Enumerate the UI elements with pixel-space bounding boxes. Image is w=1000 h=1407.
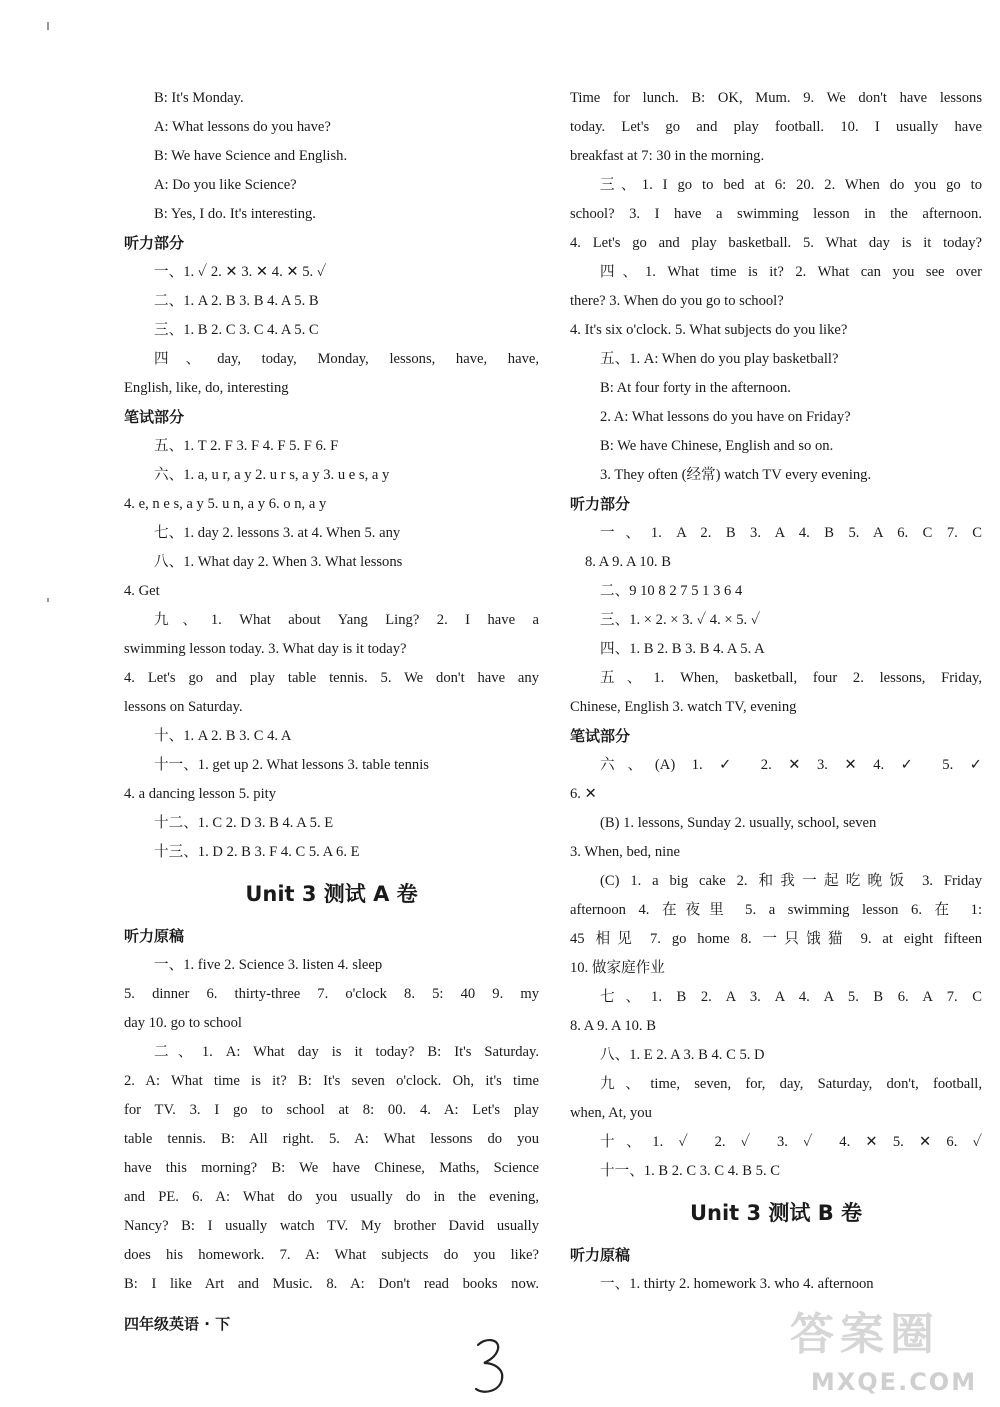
answer-line: B: At four forty in the afternoon. (600, 380, 791, 396)
answer-line: 五、1. When, basketball, four 2. lessons, Friday, (600, 670, 982, 686)
section-heading: 听力原稿 (570, 1246, 631, 1264)
answer-line: have this morning? B: We have Chinese, Maths, Science (124, 1160, 539, 1176)
answer-line: 3. When, bed, nine (570, 844, 680, 860)
answer-line: 三、1. I go to bed at 6: 20. 2. When do you go to (600, 177, 982, 193)
answer-line: B: It's Monday. (154, 90, 244, 106)
answer-line: 3. They often (经常) watch TV every evening. (600, 467, 872, 483)
answer-line: 5. dinner 6. thirty-three 7. o'clock 8. 5: 40 9. my (124, 986, 539, 1002)
section-heading: 听力部分 (124, 234, 185, 252)
answer-line: table tennis. B: All right. 5. A: What lessons do you (124, 1131, 539, 1147)
watermark-text: 答案圈 (790, 1309, 940, 1360)
answer-line: 二、1. A: What day is it today? B: It's Saturday. (154, 1044, 539, 1060)
margin-mark (47, 598, 49, 602)
answer-line: 十一、1. B 2. C 3. C 4. B 5. C (600, 1163, 781, 1179)
answer-line: 一、1. thirty 2. homework 3. who 4. afternoon (600, 1276, 874, 1292)
answer-line: 一、1. ✓ 2. ✕ 3. ✕ 4. ✕ 5. ✓ (154, 264, 327, 280)
answer-line: 十三、1. D 2. B 3. F 4. C 5. A 6. E (154, 844, 360, 860)
answer-line: school? 3. I have a swimming lesson in the afternoon. (570, 206, 982, 222)
answer-line: 四、1. B 2. B 3. B 4. A 5. A (600, 641, 765, 657)
answer-line: and PE. 6. A: What do you usually do in the evening, (124, 1189, 539, 1205)
margin-mark (47, 22, 49, 30)
answer-line: 4. a dancing lesson 5. pity (124, 786, 276, 802)
answer-line: 九、time, seven, for, day, Saturday, don't, football, (600, 1076, 982, 1092)
answer-line: 4. Get (124, 583, 160, 599)
answer-line: 8. A 9. A 10. B (570, 1018, 656, 1034)
answer-line: today. Let's go and play football. 10. I usually have (570, 119, 982, 135)
answer-line: 十一、1. get up 2. What lessons 3. table tennis (154, 757, 429, 773)
answer-line: 2. A: What lessons do you have on Friday? (600, 409, 851, 425)
answer-line: 一、1. A 2. B 3. A 4. B 5. A 6. C 7. C (600, 525, 982, 541)
section-heading: 笔试部分 (570, 727, 631, 745)
answer-line: 一、1. five 2. Science 3. listen 4. sleep (154, 957, 383, 973)
answer-line: (B) 1. lessons, Sunday 2. usually, school, seven (600, 815, 877, 831)
answer-line: 10. 做家庭作业 (570, 960, 665, 976)
answer-line: does his homework. 7. A: What subjects do you like? (124, 1247, 539, 1263)
answer-line: breakfast at 7: 30 in the morning. (570, 148, 765, 164)
answer-line: there? 3. When do you go to school? (570, 293, 784, 309)
answer-line: 4. Let's go and play basketball. 5. What day is it today? (570, 235, 982, 251)
answer-line: (C) 1. a big cake 2. 和我一起吃晚饭 3. Friday (600, 873, 982, 889)
answer-line: 8. A 9. A 10. B (585, 554, 671, 570)
answer-line: 2. A: What time is it? B: It's seven o'clock. Oh, it's time (124, 1073, 539, 1089)
answer-line: English, like, do, interesting (124, 380, 289, 396)
answer-line: 五、1. T 2. F 3. F 4. F 5. F 6. F (154, 438, 339, 454)
answer-line: 七、1. day 2. lessons 3. at 4. When 5. any (154, 525, 401, 541)
handwritten-page-number (470, 1335, 510, 1397)
answer-line: B: We have Chinese, English and so on. (600, 438, 834, 454)
answer-line: Chinese, English 3. watch TV, evening (570, 699, 797, 715)
answer-line: 十二、1. C 2. D 3. B 4. A 5. E (154, 815, 334, 831)
answer-line: afternoon 4. 在夜里 5. a swimming lesson 6. 在 1: (570, 902, 982, 918)
answer-line: Nancy? B: I usually watch TV. My brother David usually (124, 1218, 539, 1234)
answer-line: 4. It's six o'clock. 5. What subjects do you like? (570, 322, 848, 338)
answer-line: 十、1. ✓ 2. ✓ 3. ✓ 4. ✕ 5. ✕ 6. ✓ (600, 1134, 982, 1150)
answer-line: 九、1. What about Yang Ling? 2. I have a (154, 612, 539, 628)
answer-line: 6. ✕ (570, 786, 597, 802)
section-heading: 听力原稿 (124, 927, 185, 945)
answer-line: A: What lessons do you have? (154, 119, 331, 135)
answer-line: when, At, you (570, 1105, 652, 1121)
answer-line: 六、1. a, u r, a y 2. u r s, a y 3. u e s, a y (154, 467, 390, 483)
answer-line: 二、1. A 2. B 3. B 4. A 5. B (154, 293, 319, 309)
left-column (124, 84, 539, 1299)
answer-line: lessons on Saturday. (124, 699, 243, 715)
answer-line: 十、1. A 2. B 3. C 4. A (154, 728, 292, 744)
unit-title: Unit 3 测试 A 卷 (245, 882, 418, 906)
watermark-logo (790, 1305, 998, 1400)
answer-line: 五、1. A: When do you play basketball? (600, 351, 839, 367)
answer-line: 八、1. What day 2. When 3. What lessons (154, 554, 403, 570)
answer-line: 4. e, n e s, a y 5. u n, a y 6. o n, a y (124, 496, 327, 512)
answer-line: 八、1. E 2. A 3. B 4. C 5. D (600, 1047, 765, 1063)
answer-line: 三、1. × 2. × 3. ✓ 4. × 5. ✓ (600, 612, 761, 628)
answer-line: 二、9 10 8 2 7 5 1 3 6 4 (600, 583, 743, 599)
answer-line: B: Yes, I do. It's interesting. (154, 206, 316, 222)
answer-line: for TV. 3. I go to school at 8: 00. 4. A: Let's play (124, 1102, 539, 1118)
answer-line: 4. Let's go and play table tennis. 5. We don't have any (124, 670, 539, 686)
answer-line: A: Do you like Science? (154, 177, 297, 193)
right-column (570, 84, 982, 1299)
answer-line: B: I like Art and Music. 8. A: Don't read books now. (124, 1276, 539, 1292)
section-heading: 听力部分 (570, 495, 631, 513)
answer-line: Time for lunch. B: OK, Mum. 9. We don't have lessons (570, 90, 982, 106)
answer-line: 四、1. What time is it? 2. What can you see over (600, 264, 982, 280)
answer-line: day 10. go to school (124, 1015, 242, 1031)
answer-line: 三、1. B 2. C 3. C 4. A 5. C (154, 322, 319, 338)
section-heading: 笔试部分 (124, 408, 185, 426)
footer-grade-label: 四年级英语 · 下 (124, 1315, 231, 1333)
answer-line: 四、day, today, Monday, lessons, have, have, (154, 351, 539, 367)
answer-line: 七、1. B 2. A 3. A 4. A 5. B 6. A 7. C (600, 989, 982, 1005)
watermark-url: MXQE.COM (810, 1368, 978, 1396)
answer-line: 45 相见 7. go home 8. 一只饿猫 9. at eight fifteen (570, 931, 982, 947)
unit-title: Unit 3 测试 B 卷 (689, 1201, 863, 1225)
answer-line: B: We have Science and English. (154, 148, 348, 164)
answer-line: 六、(A) 1. ✓ 2. ✕ 3. ✕ 4. ✓ 5. ✓ (600, 757, 982, 773)
answer-line: swimming lesson today. 3. What day is it today? (124, 641, 407, 657)
